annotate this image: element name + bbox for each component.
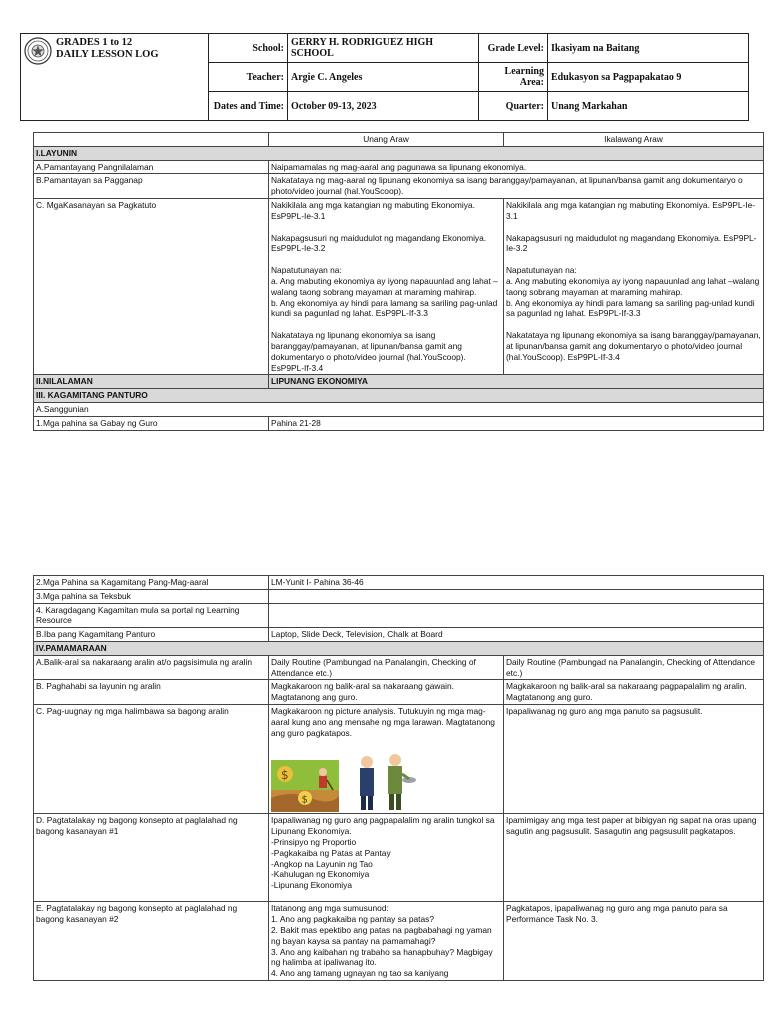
lesson-log-table-1 (33, 132, 764, 431)
row-label-pagtatalakay-2: E. Pagtatalakay ng bagong konsepto at paglalahad ng bagong kasanayan #2 (34, 902, 269, 981)
kasanayan-item: Nakikilala ang mga katangian ng mabuting Ekonomiya. EsP9PL-Ie-3.1 (271, 199, 475, 221)
dates-value: October 09-13, 2023 (288, 92, 479, 121)
list-item: 2. Bakit mas epektibo ang patas na pagbabahagi ng yaman ng bayan kaysa sa pantay na pamamahagi? (271, 924, 492, 946)
dates-label: Dates and Time: (209, 92, 288, 121)
list-item: -Kahulugan ng Ekonomiya (271, 869, 370, 880)
row-label-kagamitang-mag-aaral: 2.Mga Pahina sa Kagamitang Pang-Mag-aaral (34, 576, 269, 590)
list-item: -Pagkakaiba ng Patas at Pantay (271, 847, 391, 858)
row-label-iba-pang-kagamitan: B.Iba pang Kagamitang Panturo (34, 628, 269, 642)
kasanayan-item: Nakatataya ng lipunang ekonomiya sa isang baranggay/pamayanan, at lipunan/bansa gamit ang dokumentaryo o photo/video journal (hal.YouScoop). EsP9PL-If-3.4 (271, 330, 466, 373)
quarter-label: Quarter: (479, 92, 548, 121)
pagtatalakay-2-day1 (269, 902, 504, 981)
teacher-label: Teacher: (209, 63, 288, 92)
section-pamamaraan: IV.PAMAMARAAN (34, 641, 764, 655)
header-logo-cell (21, 34, 209, 121)
paghahabi-day2: Magkakaroon ng balik-aral sa nakaraang pagpapalalim ng aralin. Magtatanong ang guro. (504, 680, 764, 705)
balik-aral-day2: Daily Routine (Pambungad na Panalangin, Checking of Attendance etc.) (504, 655, 764, 680)
paghahabi-day1: Magkakaroon ng balik-aral sa nakaraang gawain. Magtatanong ang guro. (269, 680, 504, 705)
economy-cartoon-image-1 (271, 760, 339, 812)
school-label: School: (209, 34, 288, 63)
header-table (20, 33, 749, 121)
list-item: 1. Ano ang pagkakaiba ng pantay sa patas? (271, 914, 434, 925)
kasanayan-item: Nakikilala ang mga katangian ng mabuting Ekonomiya. EsP9PL-Ie-3.1 (506, 199, 756, 221)
column-header-day1: Unang Araw (269, 133, 504, 147)
list-item: -Lipunang Ekonomiya (271, 880, 353, 891)
svg-text:$: $ (281, 768, 289, 783)
row-label-sanggunian: A.Sanggunian (34, 402, 764, 416)
kasanayan-item: Nakapagsusuri ng maidudulot ng magandang Ekonomiya. EsP9PL-Ie-3.2 (271, 232, 487, 254)
school-value: GERRY H. RODRIGUEZ HIGH SCHOOL (288, 34, 479, 63)
row-value-karagdagang-kagamitan (269, 603, 764, 628)
pag-uugnay-day1 (269, 704, 504, 813)
lesson-log-table-2 (33, 575, 764, 981)
quarter-value: Unang Markahan (548, 92, 749, 121)
row-label-gabay-guro: 1.Mga pahina sa Gabay ng Guro (34, 416, 269, 430)
kasanayan-item: b. Ang ekonomiya ay hindi para lamang sa sariling pag-unlad kundi sa pagunlad ng lahat. EsP9PL-If-3.3 (506, 297, 755, 319)
kasanayan-item: a. Ang mabuting ekonomiya ay iyong napauunlad ang lahat –walang taong sobrang mayaman at maraming mahirap. (506, 275, 760, 297)
pagtatalakay-1-intro: Ipapaliwanag ng guro ang pagpapalalim ng aralin tungkol sa Lipunang Ekonomiya. (271, 815, 495, 837)
kasanayan-item: a. Ang mabuting ekonomiya ay iyong napauunlad ang lahat –walang taong sobrang mayaman at maraming mahirap. (271, 275, 498, 297)
svg-text:$: $ (301, 794, 308, 806)
balik-aral-day1: Daily Routine (Pambungad na Panalangin, Checking of Attendance etc.) (269, 655, 504, 680)
pagtatalakay-2-day2: Pagkatapos, ipapaliwanag ng guro ang mga panuto para sa Performance Task No. 3. (504, 902, 764, 981)
row-label-pamantayan-pagganap: B.Pamantayan sa Pagganap (34, 174, 269, 199)
kasanayan-day1 (269, 198, 504, 374)
section-layunin: I.LAYUNIN (34, 146, 764, 160)
column-header-day2: Ikalawang Araw (504, 133, 764, 147)
picture-analysis-images (271, 750, 501, 812)
row-label-teksbuk: 3.Mga pahina sa Teksbuk (34, 589, 269, 603)
kasanayan-item: Napatutunayan na: (271, 265, 342, 276)
form-title-line2: DAILY LESSON LOG (56, 49, 159, 60)
nilalaman-value: LIPUNANG EKONOMIYA (269, 375, 764, 389)
row-label-pagtatalakay-1: D. Pagtatalakay ng bagong konsepto at paglalahad ng bagong kasanayan #1 (34, 814, 269, 902)
pagtatalakay-2-intro: Itatanong ang mga sumusunod: (271, 903, 389, 914)
pagtatalakay-1-day1 (269, 814, 504, 902)
row-label-paghahabi: B. Paghahabi sa layunin ng aralin (34, 680, 269, 705)
list-item: -Prinsipyo ng Proportio (271, 836, 357, 847)
learning-area-label: Learning Area: (479, 63, 548, 92)
row-label-karagdagang-kagamitan: 4. Karagdagang Kagamitan mula sa portal ng Learning Resource (34, 603, 269, 628)
grade-level-label: Grade Level: (479, 34, 548, 63)
row-value-iba-pang-kagamitan: Laptop, Slide Deck, Television, Chalk at Board (269, 628, 764, 642)
form-title-line1: GRADES 1 to 12 (56, 37, 133, 48)
section-kagamitang-panturo: III. KAGAMITANG PANTURO (34, 389, 764, 403)
row-value-teksbuk (269, 589, 764, 603)
pag-uugnay-day2: Ipapaliwanag ng guro ang mga panuto sa pagsusulit. (504, 704, 764, 813)
row-value-pamantayang-pangnilalaman: Naipamamalas ng mag-aaral ang pagunawa sa lipunang ekonomiya. (269, 160, 764, 174)
kasanayan-item: Nakapagsusuri ng maidudulot ng magandang Ekonomiya. EsP9PL-Ie-3.2 (506, 232, 757, 254)
list-item: -Angkop na Layunin ng Tao (271, 858, 373, 869)
row-value-pamantayan-pagganap: Nakatataya ng mag-aaral ng lipunang ekonomiya sa isang baranggay/pamayanan, at lipunan/bansa gamit ang dokumentaryo o photo/video journal (hal.YouScoop). (269, 174, 764, 199)
row-label-balik-aral: A.Balik-aral sa nakaraang aralin at/o pagsisimula ng aralin (34, 655, 269, 680)
pag-uugnay-text: Magkakaroon ng picture analysis. Tutukuyin ng mga mag-aaral kung ano ang mensahe ng mga larawan. Magtatanong ang guro pagkatapos. (271, 705, 495, 738)
list-item: 3. Ano ang kaibahan ng trabaho sa hanapbuhay? Magbigay ng halimba at ipaliwanag ito. (271, 946, 493, 968)
column-header-blank (34, 133, 269, 147)
deped-seal-icon (24, 37, 52, 65)
row-label-pag-uugnay: C. Pag-uugnay ng mga halimbawa sa bagong aralin (34, 704, 269, 813)
kasanayan-day2 (504, 198, 764, 374)
list-item: 4. Ano ang tamang ugnayan ng tao sa kaniyang (271, 968, 449, 979)
economy-cartoon-image-2 (347, 750, 417, 812)
row-label-pamantayang-pangnilalaman: A.Pamantayang Pangnilalaman (34, 160, 269, 174)
row-value-kagamitang-mag-aaral: LM-Yunit I- Pahina 36-46 (269, 576, 764, 590)
pagtatalakay-1-day2: Ipamimigay ang mga test paper at bibigyan ng sapat na oras upang sagutin ang pagsusulit. Sasagutin ang pagsusulit pagkatapos. (504, 814, 764, 902)
kasanayan-item: b. Ang ekonomiya ay hindi para lamang sa sariling pag-unlad kundi sa pagunlad ng lahat. EsP9PL-If-3.3 (271, 297, 498, 319)
row-value-gabay-guro: Pahina 21-28 (269, 416, 764, 430)
teacher-value: Argie C. Angeles (288, 63, 479, 92)
learning-area-value: Edukasyon sa Pagpapakatao 9 (548, 63, 749, 92)
grade-level-value: Ikasiyam na Baitang (548, 34, 749, 63)
kasanayan-item: Napatutunayan na: (506, 265, 577, 276)
kasanayan-item: Nakatataya ng lipunang ekonomiya sa isang baranggay/pamayanan, at lipunan/bansa gamit ang dokumentaryo o photo/video journal (hal.YouScoop). EsP9PL-If-3.4 (506, 330, 761, 362)
row-label-kasanayan: C. MgaKasanayan sa Pagkatuto (34, 198, 269, 374)
section-nilalaman: II.NILALAMAN (34, 375, 269, 389)
